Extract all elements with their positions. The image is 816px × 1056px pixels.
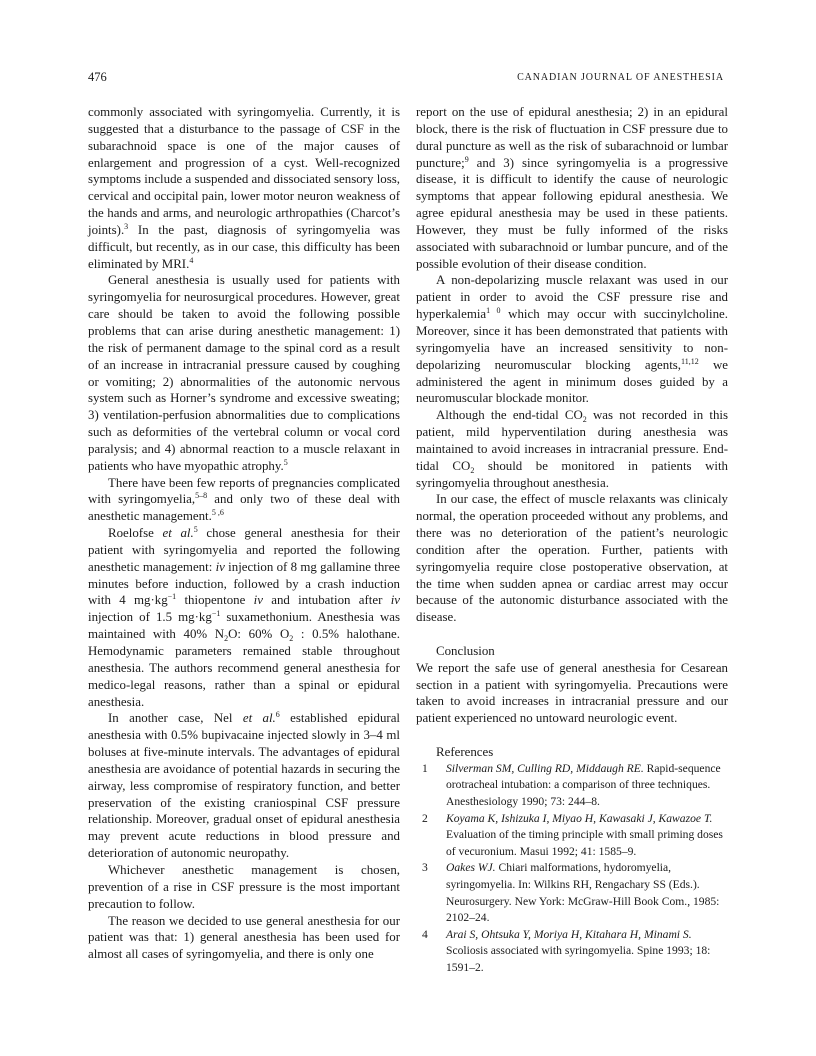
reference-number: 2 xyxy=(422,811,428,825)
reference-list xyxy=(416,761,728,977)
reference-number: 4 xyxy=(422,927,428,941)
reference-item xyxy=(416,927,728,977)
conclusion-heading: Conclusion xyxy=(436,643,495,658)
reference-text: Arai S, Ohtsuka Y, Moriya H, Kitahara H, Minami S. Scoliosis associated with syringomyelia. Spine 1993; 18: 1591–2. xyxy=(446,927,711,974)
paragraph: report on the use of epidural anesthesia; 2) in an epidural block, there is the risk of fluctuation in CSF pressure due to dural puncture as well as the risk of subarachnoid or lumbar puncture;$^9$ and 3) since syringomyelia is a progressive disease, it is difficult to identify the cause of neurologic symptoms that appear following epidural anesthesia. We agree epidural anesthesia may be used in these patients. However, they must be fully informed of the risks associated with subarachnoid or lumbar puncure, and of the possible evolution of their disease condition. xyxy=(416,105,728,271)
conclusion-paragraph: We report the safe use of general anesthesia for Cesarean section in a patient with syringomyelia. Precautions were taken to avoid increases in intracranial pressure and our patient experienced no untoward neurologic event. xyxy=(416,660,728,726)
references-heading: References xyxy=(436,744,494,759)
paragraph: Whichever anesthetic management is chosen, prevention of a rise in CSF pressure is the most important precaution to follow. xyxy=(88,862,400,911)
paragraph: There have been few reports of pregnancies complicated with syringomyelia,$^{5-8}$ and only two of these deal with anesthetic management.$^{5 ,6}$ xyxy=(88,475,400,524)
reference-item xyxy=(416,761,728,811)
paragraph: The reason we decided to use general anesthesia for our patient was that: 1) general anesthesia has been used for almost all cases of syringomyelia, and there is only one xyxy=(88,913,400,962)
paragraph: commonly associated with syringomyelia. Currently, it is suggested that a disturbance to the passage of CSF in the subarachnoid space is one of the major causes of enlargement and progression of a cyst. Well-recognized symptoms include a suspended and dissociated sensory loss, cervical and occipital pain, lower motor neuron weakness of the hands and arms, and neurologic arthropathies (Charcot’s joints).$^3$ In the past, diagnosis of syringomyelia was difficult, but recently, as in our case, this difficulty has been eliminated by MRI.$^4$ xyxy=(88,105,400,271)
paragraph: A non-depolarizing muscle relaxant was used in our patient in order to avoid the CSF pressure rise and hyperkalemia$^{1 0}$ which may occur with succinylcholine. Moreover, since it has been demonstrated that patients with syringomyelia have an increased sensitivity to non-depolarizing neuromuscular blocking agents,$^{11,12}$ we administered the agent in minimum doses guided by a neuromuscular blockade monitor. xyxy=(416,273,729,406)
journal-running-head: CANADIAN JOURNAL OF ANESTHESIA xyxy=(517,72,724,83)
paragraph: General anesthesia is usually used for patients with syringomyelia for neurosurgical procedures. However, great care should be taken to avoid the following possible problems that can arise during anesthetic management: 1) the risk of permanent damage to the spinal cord as a result of an increase in intracranial pressure caused by coughing or vomiting; 2) abnormalities of the autonomic nervous system such as Horner’s syndrome and excessive sweating; 3) ventilation-perfusion abnormalities due to complications such as deformities of the vertebral column or vocal cord paralysis; and 4) abnormal reaction to a muscle relaxant in patients who have myopathic atrophy.$^5$ xyxy=(88,273,400,473)
reference-number: 1 xyxy=(422,761,428,775)
paragraph: Roelofse et al.$^5$ chose general anesthesia for their patient with syringomyelia and reported the following anesthetic management: iv injection of 8 mg gallamine three minutes before induction, followed by a crash induction with 4 $mg\cdot kg^{-1}$ thiopentone iv and intubation after iv injection of 1.5 $mg\cdot kg^{-1}$ suxamethonium. Anesthesia was maintained with 40% $N_2O$: 60% $O_2$ : 0.5% halothane. Hemodynamic parameters remained stable throughout anesthesia. The authors recommend general anesthesia for medico-legal reasons, rather than a spinal or epidural anesthesia. xyxy=(88,525,401,709)
paragraph: Although the end-tidal $CO_2$ was not recorded in this patient, mild hyperventilation during anesthesia was maintained to avoid increases in intracranial pressure. End-tidal $CO_2$ should be monitored in patients with syringomyelia throughout anesthesia. xyxy=(416,408,729,490)
reference-number: 3 xyxy=(422,861,428,875)
paragraph: In our case, the effect of muscle relaxants was clinicaly normal, the operation proceeded without any problems, and there was no deterioration of the patient’s neurologic condition after the operation. Further, patients with syringomyelia require close postoperative observation, at the time when sudden apnea or cardiac arrest may occur because of the autonomic disturbance associated with the disease. xyxy=(416,492,728,625)
right-column xyxy=(416,104,728,977)
paragraph: In another case, Nel et al.$^6$ established epidural anesthesia with 0.5% bupivacaine injected slowly in 3–4 ml boluses at five-minute intervals. The advantages of epidural anesthesia are avoidance of potential hazards in securing the airway, less compromise of respiratory function, and better preservation of the existing craniospinal CSF pressure relationship. Moreover, gradual onset of epidural anesthesia may prevent acute reductions in blood pressure and deterioration of autonomic neuropathy. xyxy=(88,710,400,861)
reference-text: Oakes WJ. Chiari malformations, hydoromyelia, syringomyelia. In: Wilkins RH, Rengachary SS (Eds.). Neurosurgery. New York: McGraw-Hill Book Com., 1985: 2102–24. xyxy=(446,861,720,925)
section-gap xyxy=(416,727,728,744)
section-gap xyxy=(416,626,728,643)
page-number: 476 xyxy=(88,70,107,84)
reference-item xyxy=(416,811,728,861)
reference-text: Silverman SM, Culling RD, Middaugh RE. Rapid-sequence orotracheal intubation: a comparison of three techniques. Anesthesiology 1990; 73: 244–8. xyxy=(446,761,721,808)
reference-item xyxy=(416,860,728,926)
reference-text: Koyama K, Ishizuka I, Miyao H, Kawasaki J, Kawazoe T. Evaluation of the timing principle with small priming doses of vecuronium. Masui 1992; 41: 1585–9. xyxy=(446,811,723,858)
left-column xyxy=(88,104,400,963)
